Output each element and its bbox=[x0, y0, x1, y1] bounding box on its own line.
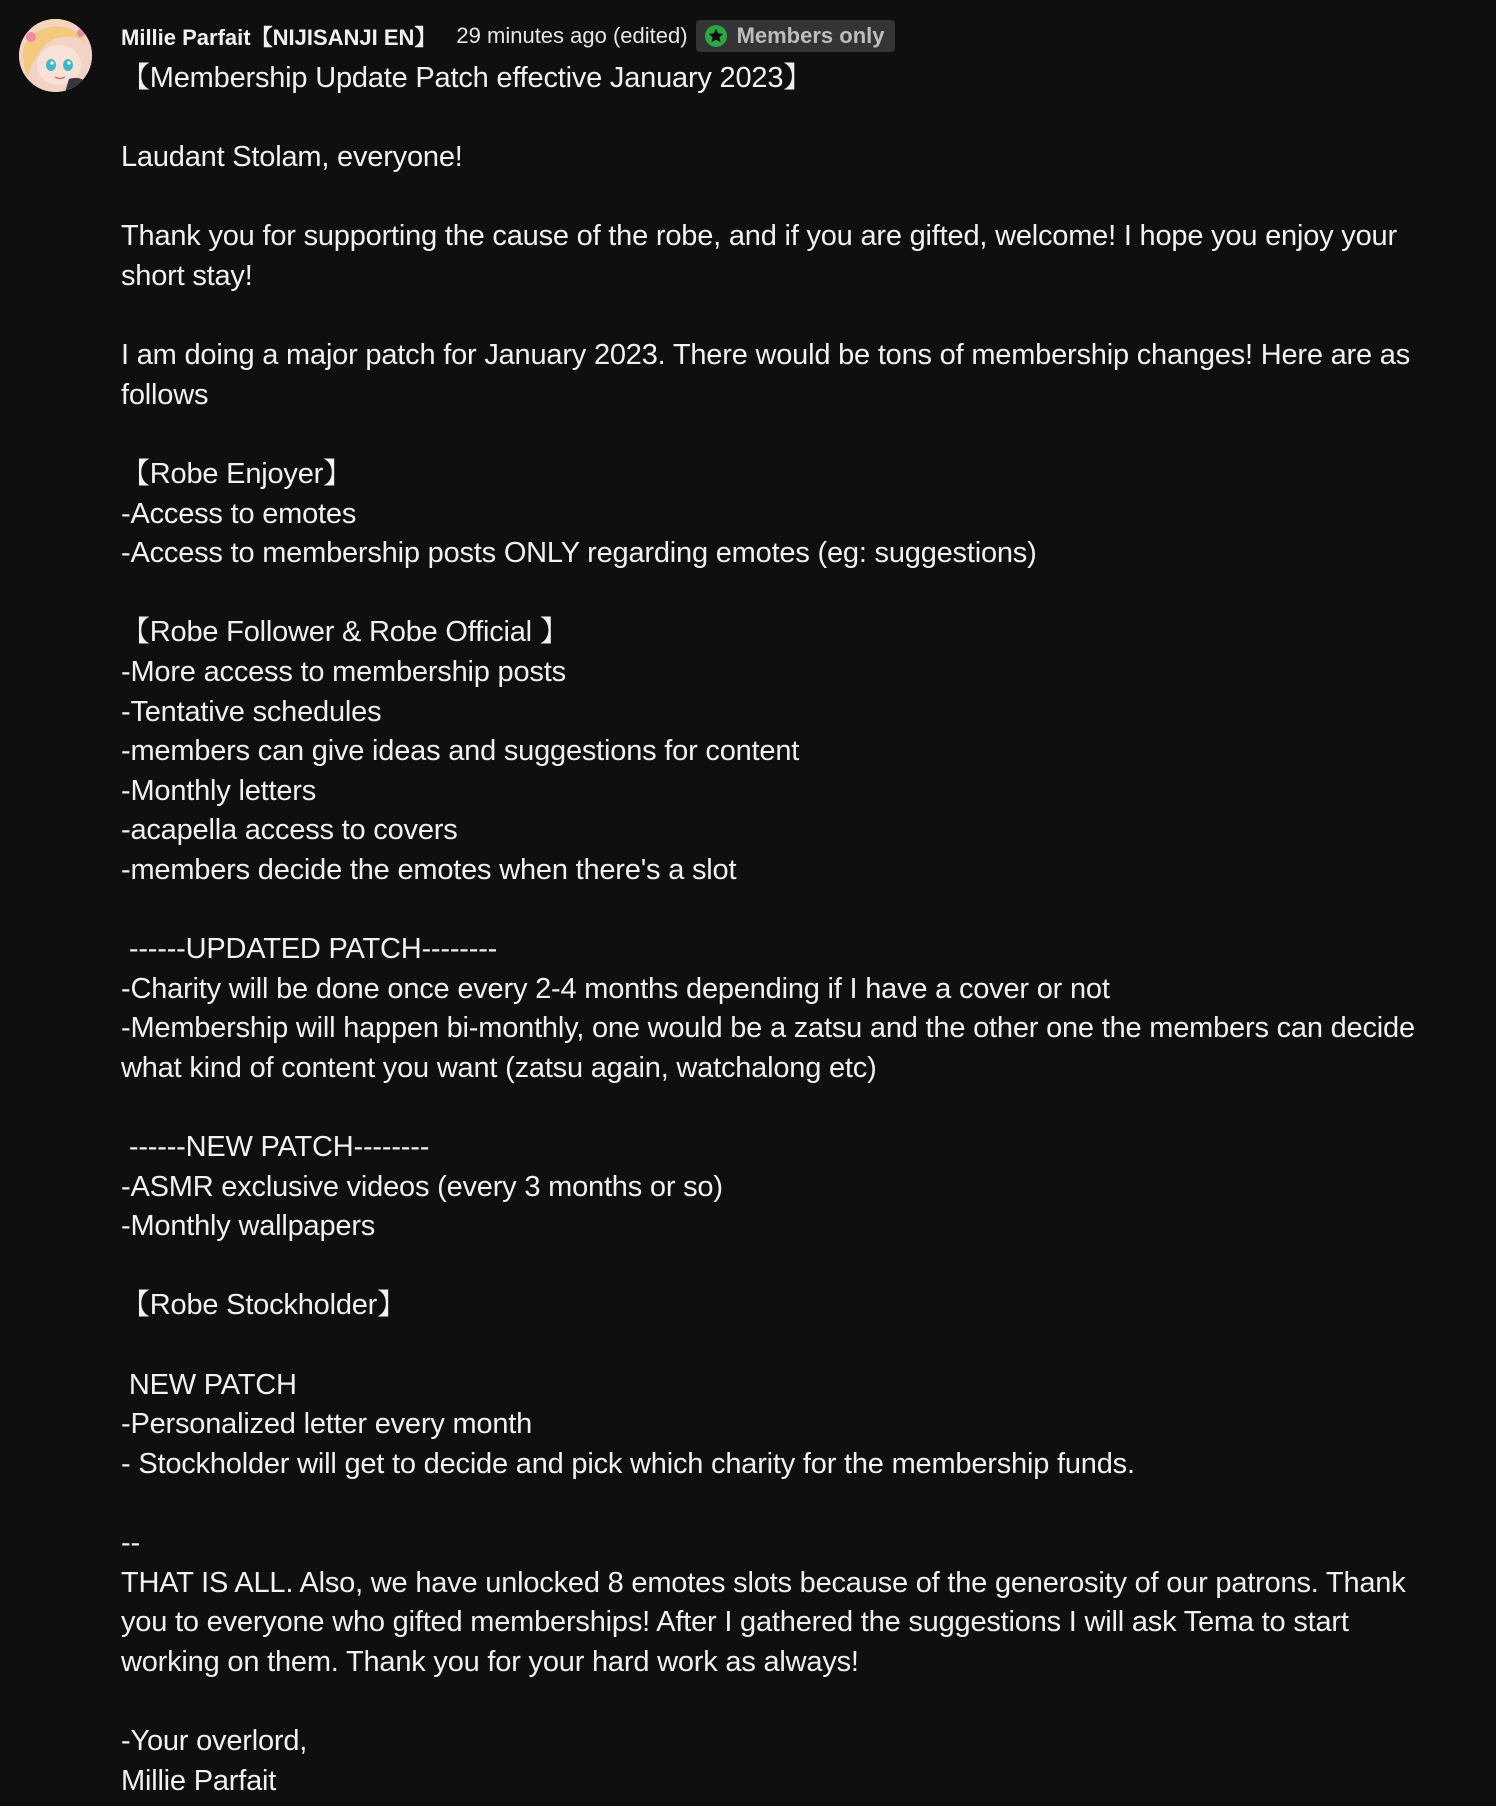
post-text-line: THAT IS ALL. Also, we have unlocked 8 emotes slots because of the generosity of our patrons. Thank you to everyone who gifted memberships! After I gathered the suggestions I will ask Tema to start working on them. Thank you for your hard work as always! bbox=[121, 1566, 1414, 1678]
post-text-line: -Charity will be done once every 2-4 months depending if I have a cover or not bbox=[121, 972, 1110, 1005]
badge-label: Members only bbox=[736, 23, 885, 48]
post-text-line: -acapella access to covers bbox=[121, 814, 458, 847]
post-text-line: -ASMR exclusive videos (every 3 months or so) bbox=[121, 1170, 723, 1203]
post-text-line: -More access to membership posts bbox=[121, 655, 566, 688]
avatar-icon bbox=[19, 19, 92, 92]
post-text-line: 【Robe Follower & Robe Official 】 bbox=[121, 616, 569, 649]
blank-line bbox=[121, 415, 1431, 455]
blank-line bbox=[121, 890, 1431, 930]
post-text-line: Thank you for supporting the cause of the robe, and if you are gifted, welcome! I hope you enjoy your short stay! bbox=[121, 220, 1405, 292]
post-text-line: Millie Parfait bbox=[121, 1764, 277, 1797]
post-text-line: -Membership will happen bi-monthly, one would be a zatsu and the other one the members can decide what kind of content you want (zatsu again, watchalong etc) bbox=[121, 1012, 1423, 1084]
post-body bbox=[121, 59, 1431, 1801]
blank-line bbox=[121, 1247, 1431, 1287]
post-text-line: -Monthly wallpapers bbox=[121, 1210, 376, 1243]
blank-line bbox=[121, 1682, 1431, 1722]
star-circle-icon bbox=[704, 24, 728, 48]
blank-line bbox=[121, 297, 1431, 337]
blank-line bbox=[121, 574, 1431, 614]
avatar[interactable] bbox=[19, 19, 92, 92]
post-text-line: ------NEW PATCH-------- bbox=[121, 1131, 430, 1164]
post-text-line: 【Robe Enjoyer】 bbox=[121, 457, 352, 490]
post-header bbox=[121, 20, 895, 52]
blank-line bbox=[121, 99, 1431, 139]
blank-line bbox=[121, 1484, 1431, 1524]
post-text-line: -Access to emotes bbox=[121, 497, 357, 530]
blank-line bbox=[121, 178, 1431, 218]
members-only-badge bbox=[696, 20, 895, 52]
post-text-line: -Monthly letters bbox=[121, 774, 317, 807]
post-text-line: NEW PATCH bbox=[121, 1368, 297, 1401]
post-text-line: -members decide the emotes when there's a slot bbox=[121, 853, 737, 886]
post-text-line: Laudant Stolam, everyone! bbox=[121, 141, 463, 174]
post-text-line: - Stockholder will get to decide and pick which charity for the membership funds. bbox=[121, 1447, 1135, 1480]
post-text-line: 【Membership Update Patch effective January 2023】 bbox=[121, 62, 813, 94]
post-timestamp[interactable]: 29 minutes ago (edited) bbox=[456, 23, 688, 48]
post-text-line: -members can give ideas and suggestions for content bbox=[121, 735, 800, 768]
post-text-line: -Personalized letter every month bbox=[121, 1408, 533, 1441]
author-name[interactable]: Millie Parfait【NIJISANJI EN】 bbox=[121, 24, 437, 50]
blank-line bbox=[121, 1326, 1431, 1366]
post-text-line: -Your overlord, bbox=[121, 1724, 308, 1757]
post-text-line: 【Robe Stockholder】 bbox=[121, 1289, 406, 1322]
post-text-line: I am doing a major patch for January 2023. There would be tons of membership changes! Here are as follows bbox=[121, 339, 1418, 411]
post-text-line: ------UPDATED PATCH-------- bbox=[121, 933, 498, 966]
blank-line bbox=[121, 1088, 1431, 1128]
post-text-line: -Tentative schedules bbox=[121, 695, 382, 728]
post-text-line: -Access to membership posts ONLY regarding emotes (eg: suggestions) bbox=[121, 537, 1037, 570]
post-text-line: -- bbox=[121, 1526, 140, 1559]
